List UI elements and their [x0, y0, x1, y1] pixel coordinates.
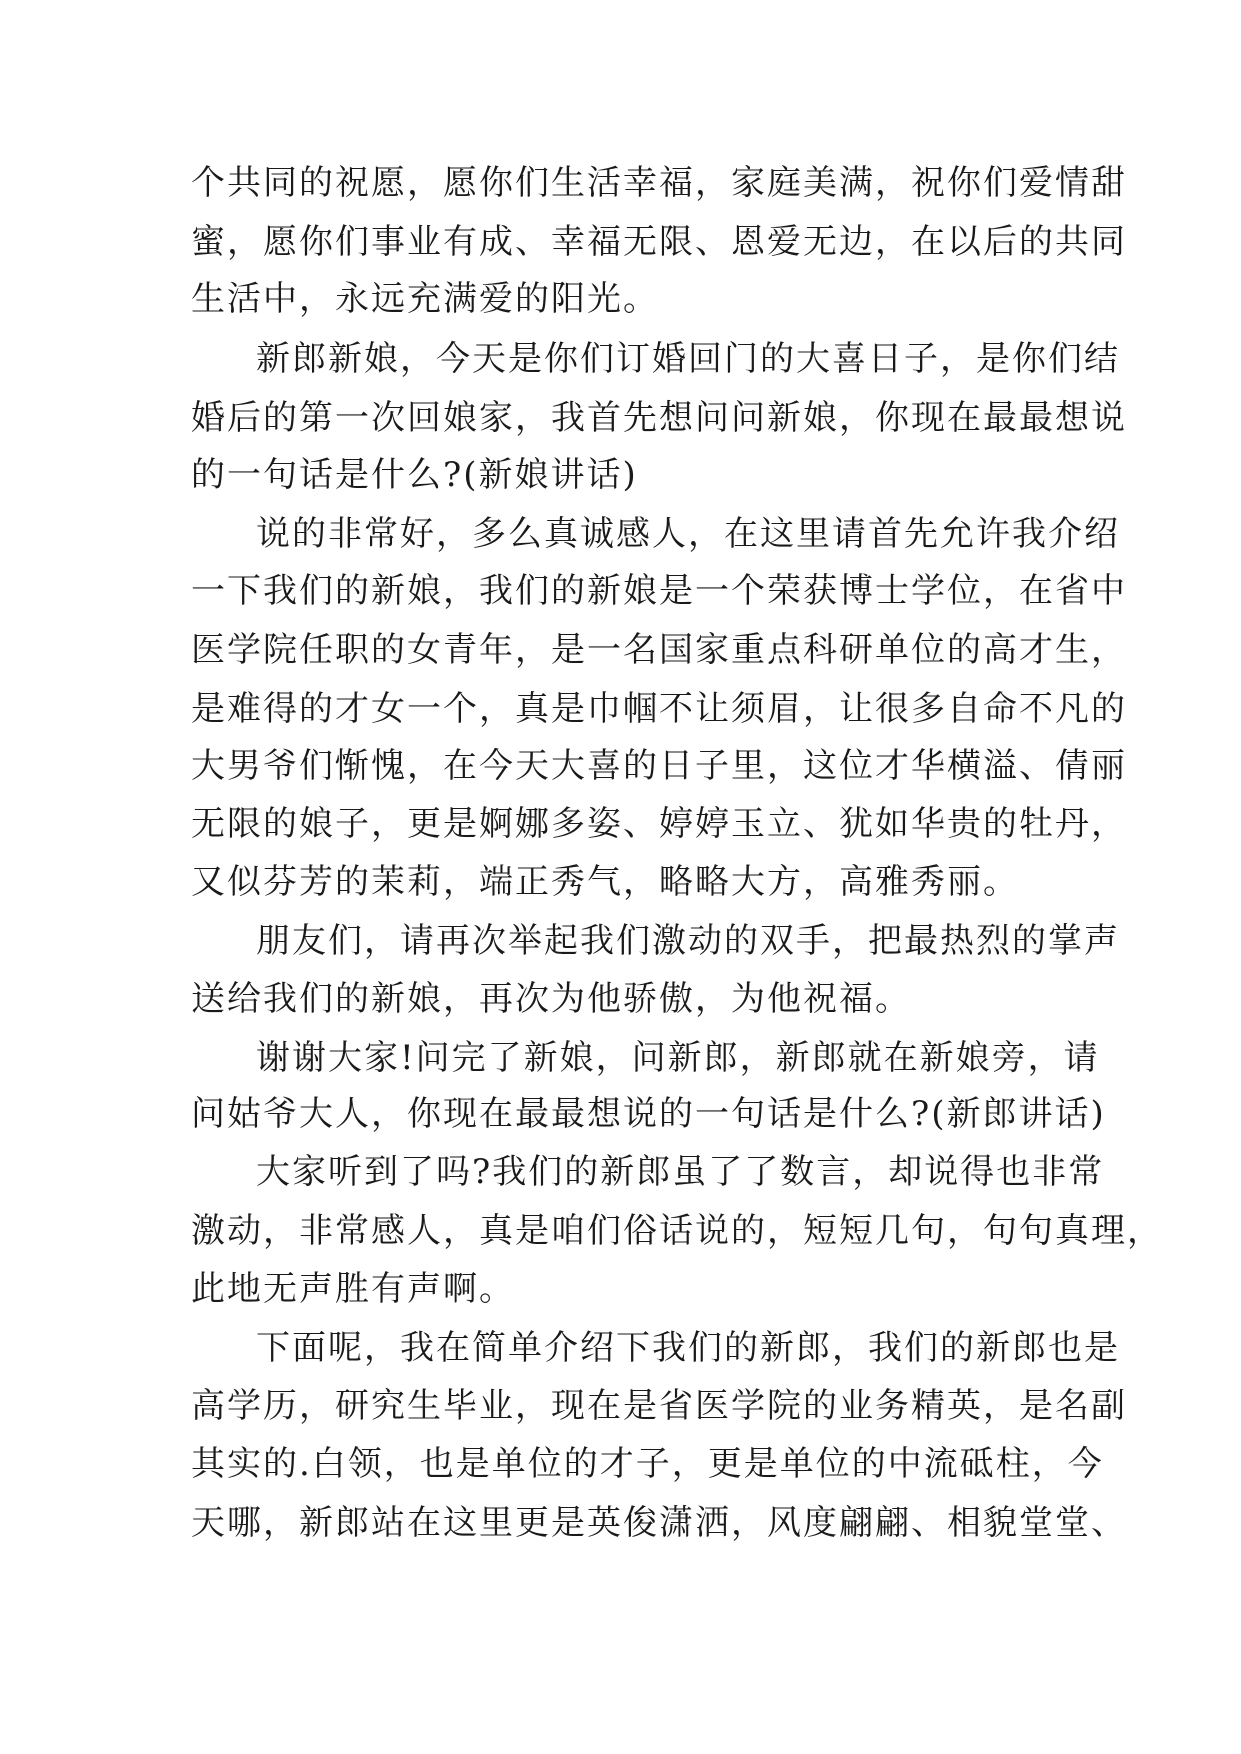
- text-line: 无限的娘子，更是婀娜多姿、婷婷玉立、犹如华贵的牡丹，: [191, 804, 1127, 844]
- text-line: 激动，非常感人，真是咱们俗话说的，短短几句，句句真理，: [191, 1211, 1163, 1251]
- paragraph-first-line: 新郎新娘，今天是你们订婚回门的大喜日子，是你们结: [256, 339, 1120, 379]
- paragraph-first-line: 谢谢大家!问完了新娘，问新郎，新郎就在新娘旁，请: [256, 1038, 1100, 1078]
- text-line: 问姑爷大人，你现在最最想说的一句话是什么?(新郎讲话): [191, 1094, 1106, 1134]
- text-line: 又似芬芳的茉莉，端正秀气，略略大方，高雅秀丽。: [191, 862, 1019, 902]
- text-line: 一下我们的新娘，我们的新娘是一个荣获博士学位，在省中: [191, 571, 1127, 611]
- text-line: 天哪，新郎站在这里更是英俊潇洒，风度翩翩、相貌堂堂、: [191, 1503, 1127, 1543]
- text-line: 此地无声胜有声啊。: [191, 1269, 515, 1309]
- paragraph-first-line: 大家听到了吗?我们的新郎虽了了数言，却说得也非常: [256, 1152, 1105, 1192]
- text-line: 生活中，永远充满爱的阳光。: [191, 279, 659, 319]
- text-line: 婚后的第一次回娘家，我首先想问问新娘，你现在最最想说: [191, 398, 1127, 438]
- text-line: 蜜，愿你们事业有成、幸福无限、恩爱无边，在以后的共同: [191, 222, 1127, 262]
- text-line: 送给我们的新娘，再次为他骄傲，为他祝福。: [191, 979, 911, 1019]
- text-line: 是难得的才女一个，真是巾帼不让须眉，让很多自命不凡的: [191, 689, 1127, 729]
- text-line: 的一句话是什么?(新娘讲话): [191, 455, 638, 495]
- paragraph-first-line: 说的非常好，多么真诚感人，在这里请首先允许我介绍: [256, 514, 1120, 554]
- text-line: 大男爷们惭愧，在今天大喜的日子里，这位才华横溢、倩丽: [191, 746, 1127, 786]
- paragraph-first-line: 下面呢，我在简单介绍下我们的新郎，我们的新郎也是: [256, 1328, 1120, 1368]
- text-line: 其实的.白领，也是单位的才子，更是单位的中流砥柱，今: [191, 1444, 1104, 1484]
- text-line: 个共同的祝愿，愿你们生活幸福，家庭美满，祝你们爱情甜: [191, 163, 1127, 203]
- text-line: 高学历，研究生毕业，现在是省医学院的业务精英，是名副: [191, 1386, 1127, 1426]
- text-line: 医学院任职的女青年，是一名国家重点科研单位的高才生，: [191, 630, 1127, 670]
- paragraph-first-line: 朋友们，请再次举起我们激动的双手，把最热烈的掌声: [256, 921, 1120, 961]
